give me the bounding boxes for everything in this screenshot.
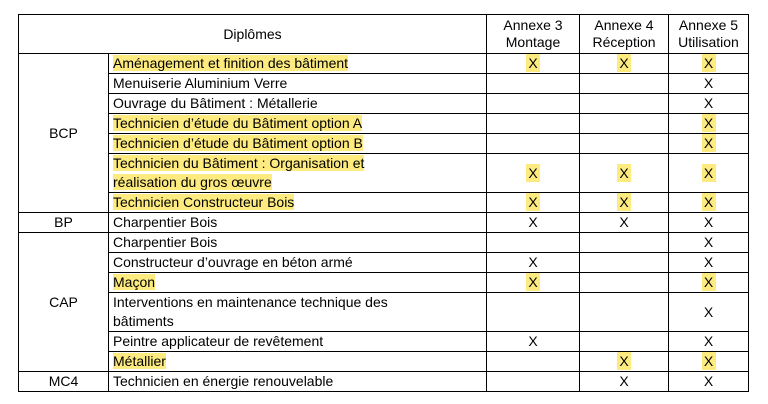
annex-4-cell — [580, 213, 669, 233]
table-row — [19, 114, 749, 134]
check-mark: X — [617, 193, 631, 211]
annex-4-cell — [580, 332, 669, 352]
annex-5-cell — [669, 332, 749, 352]
diploma-name: Technicien d’étude du Bâtiment option A — [109, 114, 487, 134]
annex-3-cell — [487, 233, 580, 253]
check-mark: X — [617, 352, 631, 370]
annex-4-cell — [580, 134, 669, 154]
diplomas-annex-table — [18, 14, 749, 392]
category-cap: CAP — [19, 233, 109, 372]
annex-5-cell — [669, 114, 749, 134]
annex-5-cell — [669, 154, 749, 193]
check-mark: X — [702, 114, 716, 132]
annex-5-cell — [669, 372, 749, 392]
annex-3-cell — [487, 253, 580, 273]
table-row — [19, 213, 749, 233]
annex-4-cell — [580, 273, 669, 293]
annex-5-cell — [669, 193, 749, 213]
category-mc4: MC4 — [19, 372, 109, 392]
table-row — [19, 193, 749, 213]
annex-4-cell — [580, 293, 669, 332]
check-mark: X — [702, 352, 716, 370]
diploma-name: Maçon — [109, 273, 487, 293]
diploma-name: Technicien Constructeur Bois — [109, 193, 487, 213]
annex-4-cell — [580, 74, 669, 94]
check-mark: X — [702, 54, 716, 72]
check-mark: X — [703, 373, 714, 389]
check-mark: X — [703, 303, 714, 320]
category-bcp: BCP — [19, 54, 109, 213]
check-mark: X — [619, 214, 629, 230]
annex-4-cell — [580, 154, 669, 193]
diploma-name: Interventions en maintenance technique des bâtiments — [109, 293, 487, 332]
check-mark: X — [703, 214, 714, 230]
check-mark: X — [528, 214, 538, 230]
header-annex-4: Annexe 4 Réception — [580, 15, 669, 54]
annex-5-cell — [669, 54, 749, 74]
annex-5-cell — [669, 94, 749, 114]
annex-4-cell — [580, 193, 669, 213]
check-mark: X — [619, 373, 629, 389]
diploma-name: Technicien en énergie renouvelable — [109, 372, 487, 392]
check-mark: X — [703, 234, 714, 250]
annex-4-cell — [580, 114, 669, 134]
annex-3-cell — [487, 54, 580, 74]
annex-3-cell — [487, 293, 580, 332]
header-row — [19, 15, 749, 54]
annex-4-cell — [580, 372, 669, 392]
annex-3-cell — [487, 154, 580, 193]
diploma-name: Constructeur d’ouvrage en béton armé — [109, 253, 487, 273]
check-mark: X — [703, 333, 714, 349]
check-mark: X — [703, 95, 714, 111]
diploma-name: Ouvrage du Bâtiment : Métallerie — [109, 94, 487, 114]
annex-5-cell — [669, 273, 749, 293]
diploma-name: Métallier — [109, 352, 487, 372]
diploma-name: Peintre applicateur de revêtement — [109, 332, 487, 352]
diploma-name: Charpentier Bois — [109, 233, 487, 253]
diploma-name: Technicien d’étude du Bâtiment option B — [109, 134, 487, 154]
category-bp: BP — [19, 213, 109, 233]
annex-3-cell — [487, 352, 580, 372]
annex-4-cell — [580, 253, 669, 273]
check-mark: X — [526, 54, 540, 72]
annex-5-cell — [669, 213, 749, 233]
annex-5-cell — [669, 233, 749, 253]
check-mark: X — [526, 273, 540, 291]
annex-3-cell — [487, 273, 580, 293]
diploma-name: Technicien du Bâtiment : Organisation et réalisation du gros œuvre — [109, 154, 487, 193]
table-row — [19, 372, 749, 392]
annex-5-cell — [669, 352, 749, 372]
check-mark: X — [702, 273, 716, 291]
annex-5-cell — [669, 74, 749, 94]
annex-3-cell — [487, 74, 580, 94]
table-row — [19, 352, 749, 372]
check-mark: X — [702, 193, 716, 211]
check-mark: X — [702, 164, 716, 182]
annex-5-cell — [669, 134, 749, 154]
header-annex-5: Annexe 5 Utilisation — [669, 15, 749, 54]
annex-3-cell — [487, 372, 580, 392]
diploma-name: Menuiserie Aluminium Verre — [109, 74, 487, 94]
check-mark: X — [703, 75, 714, 91]
table-row — [19, 94, 749, 114]
check-mark: X — [526, 164, 540, 182]
header-annex-3: Annexe 3 Montage — [487, 15, 580, 54]
annex-4-cell — [580, 94, 669, 114]
table-row — [19, 154, 749, 193]
table-row — [19, 134, 749, 154]
table-row — [19, 332, 749, 352]
table-row — [19, 54, 749, 74]
check-mark: X — [702, 134, 716, 152]
annex-5-cell — [669, 293, 749, 332]
annex-3-cell — [487, 193, 580, 213]
table-row — [19, 253, 749, 273]
table-row — [19, 273, 749, 293]
check-mark: X — [528, 333, 538, 349]
annex-5-cell — [669, 253, 749, 273]
annex-3-cell — [487, 213, 580, 233]
annex-3-cell — [487, 114, 580, 134]
diploma-name: Aménagement et finition des bâtiment — [109, 54, 487, 74]
annex-4-cell — [580, 54, 669, 74]
check-mark: X — [526, 193, 540, 211]
table-row — [19, 293, 749, 332]
table-row — [19, 233, 749, 253]
check-mark: X — [528, 254, 538, 270]
check-mark: X — [617, 54, 631, 72]
check-mark: X — [703, 254, 714, 270]
table-row — [19, 74, 749, 94]
check-mark: X — [617, 164, 631, 182]
annex-3-cell — [487, 94, 580, 114]
annex-4-cell — [580, 233, 669, 253]
annex-3-cell — [487, 332, 580, 352]
diploma-name: Charpentier Bois — [109, 213, 487, 233]
annex-4-cell — [580, 352, 669, 372]
header-diplomes: Diplômes — [19, 15, 487, 54]
annex-3-cell — [487, 134, 580, 154]
